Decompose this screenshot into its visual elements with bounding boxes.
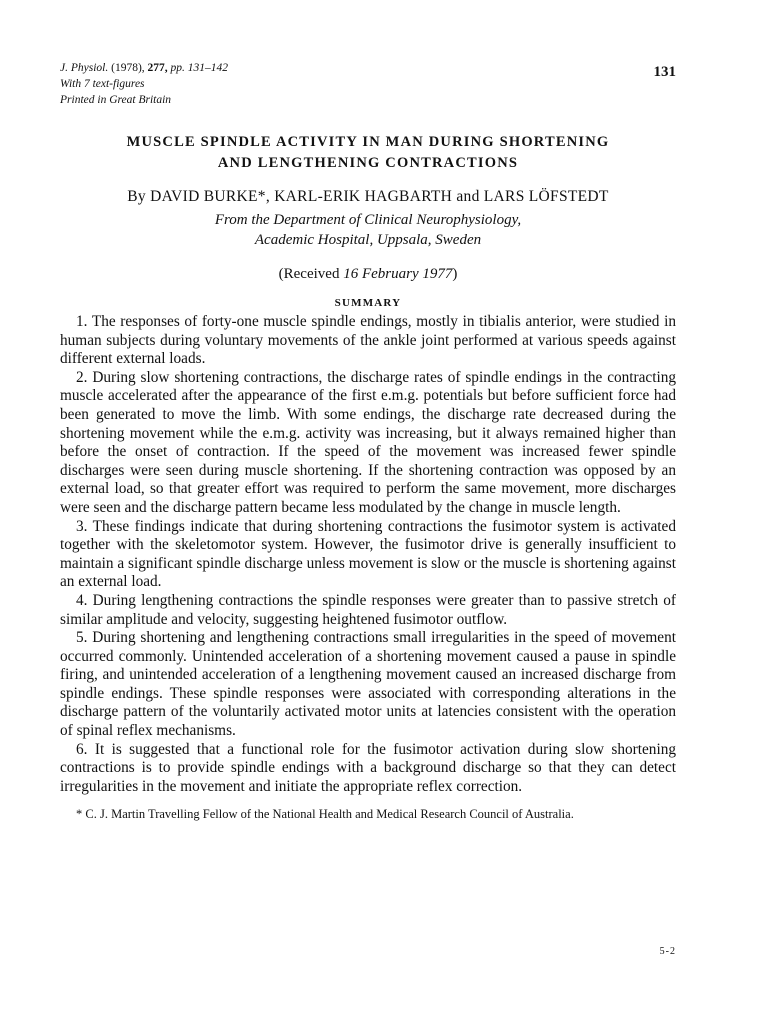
journal-name: J. Physiol. — [60, 62, 109, 74]
summary-paragraph-2: 2. During slow shortening contractions, the discharge rates of spindle endings in the contracting muscle accelerated after the appearance of the first e.m.g. potentials but before sufficient force had been generated to move the limb. With some endings, the discharge rate decreased during the shortening movement while the e.m.g. activity was increasing, but it always remained higher than before the onset of contraction. If the speed of the movement was increased fewer spindle discharges were seen during muscle shortening. If the shortening contraction was opposed by an external load, so that greater effort was required to perform the same movement, more discharges were seen and the discharge pattern became less modulated by the change in muscle length. — [60, 368, 676, 516]
summary-paragraph-3: 3. These findings indicate that during shortening contractions the fusimotor system is activated together with the skeletomotor system. However, the fusimotor drive is generally insufficient to maintain a significant spindle discharge unless movement is slow or the muscle is shortening against an external load. — [60, 517, 676, 591]
title-line-2: AND LENGTHENING CONTRACTIONS — [217, 155, 519, 171]
received-date-value: 16 February 1977 — [343, 266, 453, 282]
title-line-1: MUSCLE SPINDLE ACTIVITY IN MAN DURING SHORTENING — [126, 134, 610, 150]
article-title — [60, 132, 676, 174]
affiliation-line-2: Academic Hospital, Uppsala, Sweden — [254, 232, 482, 248]
received-suffix: ) — [452, 266, 458, 282]
journal-citation — [60, 60, 676, 108]
citation-printed: Printed in Great Britain — [60, 94, 172, 106]
summary-paragraph-4: 4. During lengthening contractions the spindle responses were greater than to passive stretch of similar amplitude and velocity, suggesting heightened fusimotor outflow. — [60, 591, 676, 628]
journal-year: (1978), — [111, 62, 145, 74]
summary-paragraph-1: 1. The responses of forty-one muscle spindle endings, mostly in tibialis anterior, were studied in human subjects during voluntary movements of the ankle joint performed at various speeds against different external loads. — [60, 313, 676, 368]
author-list: By DAVID BURKE*, KARL-ERIK HAGBARTH and LARS LÖFSTEDT — [127, 188, 609, 205]
citation-figures: With 7 text-figures — [60, 78, 145, 90]
citation-line-1 — [60, 60, 676, 76]
summary-paragraph-5: 5. During shortening and lengthening contractions small irregularities in the speed of movement occurred commonly. Unintended acceleration of a shortening movement caused a pause in spindle firing, and unintended acceleration of a lengthening movement caused an increased discharge from spindle endings. These spindle responses were associated with corresponding alterations in the discharge pattern of the voluntarily activated motor units at latencies consistent with the operation of spinal reflex mechanisms. — [60, 629, 676, 740]
summary-body — [60, 313, 676, 796]
journal-pages: pp. 131–142 — [170, 62, 229, 74]
received-date — [60, 266, 676, 283]
summary-heading: SUMMARY — [334, 297, 402, 309]
footnote-text: * C. J. Martin Travelling Fellow of the National Health and Medical Research Council of Australia. — [76, 807, 574, 822]
author-affiliation — [60, 210, 676, 250]
journal-volume: 277, — [147, 62, 168, 74]
printer-signature: 5-2 — [659, 946, 676, 957]
received-prefix: (Received — [278, 266, 344, 282]
author-footnote — [60, 806, 676, 822]
summary-paragraph-6: 6. It is suggested that a functional role for the fusimotor activation during slow shortening contractions is to provide spindle endings with a background discharge so that they can detect irregularities in the movement and initiate the appropriate reflex correction. — [60, 740, 676, 795]
page-number: 131 — [653, 64, 676, 80]
affiliation-line-1: From the Department of Clinical Neurophysiology, — [214, 212, 522, 228]
page-header — [60, 0, 676, 110]
